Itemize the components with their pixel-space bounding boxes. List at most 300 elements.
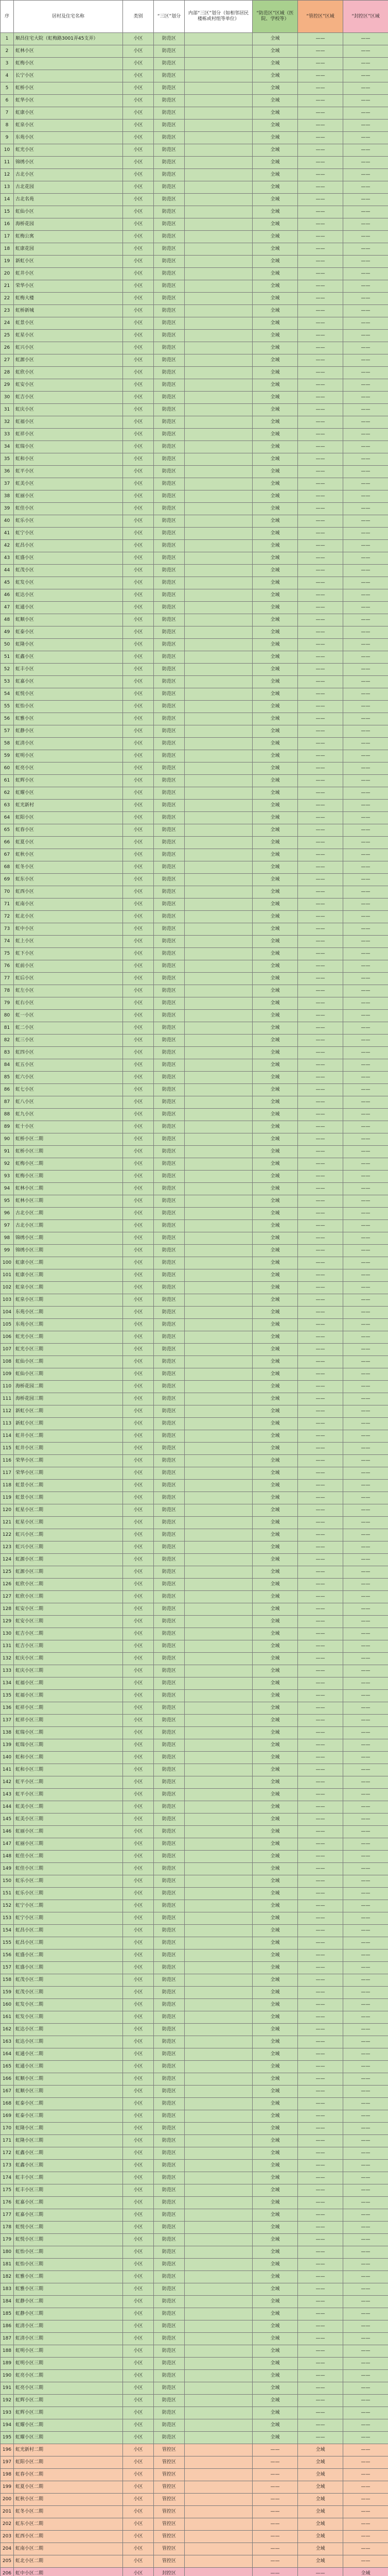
table-row xyxy=(1,1294,388,1307)
cell-name: 虹泰小区二期 xyxy=(14,2098,123,2110)
cell-category: 小区 xyxy=(123,911,154,923)
table-row xyxy=(1,849,388,861)
cell-three-zone: 防范区 xyxy=(154,1405,185,1418)
cell-control: —— xyxy=(298,676,343,688)
cell-control: 全域 xyxy=(298,2481,343,2494)
table-row xyxy=(1,2147,388,2160)
cell-lockdown: —— xyxy=(343,2123,388,2135)
cell-category: 小区 xyxy=(123,1368,154,1381)
cell-category: 小区 xyxy=(123,2061,154,2073)
cell-lockdown: —— xyxy=(343,1393,388,1405)
cell-category: 小区 xyxy=(123,1381,154,1393)
cell-control: 全域 xyxy=(298,2456,343,2469)
cell-name: 虹盛小区二期 xyxy=(14,1950,123,1962)
cell-name: 虹亮小区 xyxy=(14,762,123,775)
cell-three-zone: 防范区 xyxy=(154,2345,185,2358)
cell-category: 小区 xyxy=(123,1047,154,1059)
cell-seq: 145 xyxy=(1,1814,14,1826)
cell-control: —— xyxy=(298,1974,343,1987)
table-row xyxy=(1,1504,388,1517)
cell-prevention: 全域 xyxy=(253,194,298,206)
header-control-zone: “管控区”区域 xyxy=(298,1,343,33)
cell-name: 虹阳小区 xyxy=(14,812,123,824)
cell-outbreak-group xyxy=(185,2370,253,2382)
header-name: 居村及住宅名称 xyxy=(14,1,123,33)
cell-control: —— xyxy=(298,2283,343,2296)
cell-lockdown: —— xyxy=(343,2271,388,2283)
table-row xyxy=(1,2518,388,2531)
cell-seq: 203 xyxy=(1,2531,14,2543)
cell-category: 小区 xyxy=(123,1776,154,1789)
cell-control: —— xyxy=(298,1653,343,1665)
cell-seq: 42 xyxy=(1,540,14,552)
cell-three-zone: 防范区 xyxy=(154,1517,185,1529)
cell-category: 小区 xyxy=(123,367,154,379)
cell-name: 虹雅小区 xyxy=(14,713,123,725)
cell-control: —— xyxy=(298,82,343,95)
cell-three-zone: 防范区 xyxy=(154,404,185,416)
cell-seq: 50 xyxy=(1,639,14,651)
cell-outbreak-group xyxy=(185,1245,253,1257)
cell-prevention: 全域 xyxy=(253,1653,298,1665)
cell-prevention: 全域 xyxy=(253,849,298,861)
cell-prevention: 全域 xyxy=(253,1232,298,1245)
cell-three-zone: 防范区 xyxy=(154,243,185,256)
cell-name: 虹辉小区二期 xyxy=(14,2395,123,2407)
cell-prevention: 全域 xyxy=(253,787,298,800)
cell-control: —— xyxy=(298,1529,343,1541)
cell-outbreak-group xyxy=(185,800,253,812)
cell-control: —— xyxy=(298,1220,343,1232)
cell-category: 小区 xyxy=(123,2259,154,2271)
cell-lockdown: —— xyxy=(343,626,388,639)
cell-control: —— xyxy=(298,466,343,478)
table-row xyxy=(1,1653,388,1665)
cell-lockdown: —— xyxy=(343,1653,388,1665)
cell-seq: 155 xyxy=(1,1937,14,1950)
cell-category: 小区 xyxy=(123,552,154,565)
cell-three-zone: 防范区 xyxy=(154,95,185,107)
table-row xyxy=(1,2048,388,2061)
cell-outbreak-group xyxy=(185,367,253,379)
cell-category: 小区 xyxy=(123,1418,154,1430)
cell-control: —— xyxy=(298,2024,343,2036)
cell-control: —— xyxy=(298,1962,343,1974)
cell-three-zone: 管控区 xyxy=(154,2444,185,2456)
table-row xyxy=(1,1405,388,1418)
table-row xyxy=(1,750,388,762)
cell-outbreak-group xyxy=(185,2011,253,2024)
cell-name: 虹光新村二期 xyxy=(14,2444,123,2456)
cell-outbreak-group xyxy=(185,565,253,577)
cell-control: —— xyxy=(298,453,343,466)
cell-three-zone: 防范区 xyxy=(154,107,185,120)
cell-outbreak-group xyxy=(185,725,253,738)
cell-three-zone: 防范区 xyxy=(154,33,185,45)
cell-control: —— xyxy=(298,738,343,750)
cell-category: 小区 xyxy=(123,2543,154,2555)
cell-prevention: 全域 xyxy=(253,2197,298,2209)
cell-category: 小区 xyxy=(123,614,154,626)
cell-name: 虹怡小区 xyxy=(14,701,123,713)
cell-outbreak-group xyxy=(185,1195,253,1208)
table-row xyxy=(1,664,388,676)
cell-seq: 21 xyxy=(1,280,14,293)
cell-outbreak-group xyxy=(185,2568,253,2576)
cell-prevention: 全域 xyxy=(253,243,298,256)
header-outbreak-group: 内部“三区”划分（如相邻居民楼栋或村组等单位） xyxy=(185,1,253,33)
cell-name: 虹冬小区 xyxy=(14,861,123,874)
cell-lockdown: —— xyxy=(343,1628,388,1640)
cell-control: —— xyxy=(298,1109,343,1121)
cell-outbreak-group xyxy=(185,664,253,676)
cell-prevention: 全域 xyxy=(253,540,298,552)
cell-lockdown: —— xyxy=(343,1282,388,1294)
cell-lockdown: —— xyxy=(343,923,388,936)
cell-three-zone: 防范区 xyxy=(154,2011,185,2024)
cell-control: —— xyxy=(298,2345,343,2358)
cell-lockdown: —— xyxy=(343,911,388,923)
cell-lockdown: —— xyxy=(343,1146,388,1158)
table-row xyxy=(1,812,388,824)
cell-control: —— xyxy=(298,1950,343,1962)
cell-category: 小区 xyxy=(123,2135,154,2147)
cell-prevention: 全域 xyxy=(253,2407,298,2419)
cell-name: 虹瑞小区 xyxy=(14,441,123,453)
cell-control: —— xyxy=(298,317,343,330)
cell-prevention: 全域 xyxy=(253,1752,298,1764)
cell-category: 小区 xyxy=(123,2110,154,2123)
cell-control: —— xyxy=(298,194,343,206)
cell-prevention: 全域 xyxy=(253,1393,298,1405)
cell-seq: 133 xyxy=(1,1665,14,1677)
cell-three-zone: 防范区 xyxy=(154,528,185,540)
cell-seq: 86 xyxy=(1,1084,14,1096)
header-category: 类别 xyxy=(123,1,154,33)
cell-name: 虹顺小区二期 xyxy=(14,2073,123,2086)
cell-control: —— xyxy=(298,1022,343,1035)
cell-prevention: 全域 xyxy=(253,1826,298,1838)
cell-control: —— xyxy=(298,1121,343,1133)
cell-outbreak-group xyxy=(185,1047,253,1059)
cell-lockdown: —— xyxy=(343,1739,388,1752)
cell-seq: 151 xyxy=(1,1888,14,1900)
cell-name: 虹茂小区 xyxy=(14,565,123,577)
cell-control: —— xyxy=(298,1158,343,1171)
cell-seq: 115 xyxy=(1,1443,14,1455)
cell-name: 虹兴小区二期 xyxy=(14,1529,123,1541)
cell-outbreak-group xyxy=(185,1282,253,1294)
cell-outbreak-group xyxy=(185,824,253,837)
cell-control: —— xyxy=(298,293,343,305)
cell-lockdown: —— xyxy=(343,1467,388,1480)
cell-three-zone: 防范区 xyxy=(154,453,185,466)
cell-control: —— xyxy=(298,416,343,429)
cell-outbreak-group xyxy=(185,1814,253,1826)
cell-control: —— xyxy=(298,1715,343,1727)
cell-name: 虹盛小区三期 xyxy=(14,1962,123,1974)
cell-outbreak-group xyxy=(185,1109,253,1121)
cell-seq: 41 xyxy=(1,528,14,540)
cell-prevention: —— xyxy=(253,2555,298,2568)
cell-category: 小区 xyxy=(123,206,154,218)
cell-lockdown: —— xyxy=(343,429,388,441)
cell-prevention: 全域 xyxy=(253,1269,298,1282)
cell-three-zone: 防范区 xyxy=(154,2246,185,2259)
table-row xyxy=(1,1677,388,1690)
cell-lockdown: —— xyxy=(343,243,388,256)
cell-category: 小区 xyxy=(123,144,154,157)
cell-outbreak-group xyxy=(185,861,253,874)
cell-category: 小区 xyxy=(123,1950,154,1962)
cell-outbreak-group xyxy=(185,2555,253,2568)
table-row xyxy=(1,1418,388,1430)
cell-control: —— xyxy=(298,45,343,58)
table-row xyxy=(1,2209,388,2222)
cell-name: 东苑小区二期 xyxy=(14,1307,123,1319)
cell-prevention: 全域 xyxy=(253,1035,298,1047)
table-row xyxy=(1,243,388,256)
cell-prevention: 全域 xyxy=(253,1183,298,1195)
cell-three-zone: 防范区 xyxy=(154,2061,185,2073)
cell-three-zone: 防范区 xyxy=(154,2073,185,2086)
cell-prevention: 全域 xyxy=(253,1010,298,1022)
cell-name: 虹桥新城 xyxy=(14,305,123,317)
cell-category: 小区 xyxy=(123,1541,154,1554)
cell-seq: 202 xyxy=(1,2518,14,2531)
cell-three-zone: 防范区 xyxy=(154,985,185,997)
cell-name: 虹光小区三期 xyxy=(14,1344,123,1356)
cell-name: 虹怡小区三期 xyxy=(14,2259,123,2271)
cell-category: 小区 xyxy=(123,1987,154,1999)
cell-three-zone: 防范区 xyxy=(154,1492,185,1504)
cell-seq: 46 xyxy=(1,589,14,602)
cell-outbreak-group xyxy=(185,837,253,849)
cell-three-zone: 防范区 xyxy=(154,441,185,453)
cell-seq: 91 xyxy=(1,1146,14,1158)
cell-control: —— xyxy=(298,1096,343,1109)
cell-seq: 2 xyxy=(1,45,14,58)
cell-control: —— xyxy=(298,2197,343,2209)
cell-lockdown: —— xyxy=(343,676,388,688)
cell-outbreak-group xyxy=(185,2456,253,2469)
cell-lockdown: —— xyxy=(343,837,388,849)
cell-outbreak-group xyxy=(185,2271,253,2283)
cell-outbreak-group xyxy=(185,2543,253,2555)
table-row xyxy=(1,997,388,1010)
cell-lockdown: —— xyxy=(343,2494,388,2506)
cell-name: 古北小区三期 xyxy=(14,1220,123,1232)
cell-name: 虹桥小区二期 xyxy=(14,1133,123,1146)
cell-seq: 43 xyxy=(1,552,14,565)
cell-outbreak-group xyxy=(185,1504,253,1517)
cell-control: —— xyxy=(298,2222,343,2234)
cell-three-zone: 防范区 xyxy=(154,775,185,787)
cell-three-zone: 防范区 xyxy=(154,973,185,985)
cell-outbreak-group xyxy=(185,503,253,515)
cell-prevention: 全域 xyxy=(253,2184,298,2197)
cell-name: 锦绣小区三期 xyxy=(14,1245,123,1257)
cell-lockdown: —— xyxy=(343,824,388,837)
cell-name: 虹辉小区 xyxy=(14,775,123,787)
cell-control: —— xyxy=(298,1764,343,1776)
cell-category: 小区 xyxy=(123,589,154,602)
cell-prevention: 全域 xyxy=(253,824,298,837)
cell-outbreak-group xyxy=(185,2259,253,2271)
cell-category: 小区 xyxy=(123,849,154,861)
cell-three-zone: 防范区 xyxy=(154,750,185,762)
cell-name: 虹庆小区二期 xyxy=(14,1653,123,1665)
cell-prevention: 全域 xyxy=(253,1987,298,1999)
cell-control: —— xyxy=(298,1245,343,1257)
table-row xyxy=(1,181,388,194)
cell-control: —— xyxy=(298,144,343,157)
cell-category: 小区 xyxy=(123,157,154,169)
cell-control: —— xyxy=(298,157,343,169)
cell-name: 虹耀小区三期 xyxy=(14,2432,123,2444)
cell-name: 虹平小区 xyxy=(14,466,123,478)
table-row xyxy=(1,948,388,960)
cell-seq: 55 xyxy=(1,701,14,713)
cell-control: —— xyxy=(298,33,343,45)
table-row xyxy=(1,1776,388,1789)
cell-prevention: 全域 xyxy=(253,1554,298,1566)
cell-prevention: 全域 xyxy=(253,960,298,973)
cell-lockdown: —— xyxy=(343,1319,388,1331)
cell-three-zone: 防范区 xyxy=(154,2283,185,2296)
cell-control: —— xyxy=(298,528,343,540)
header-prevention-zone: “防范区”区域（医院、学校等） xyxy=(253,1,298,33)
cell-lockdown: —— xyxy=(343,2296,388,2308)
cell-outbreak-group xyxy=(185,2444,253,2456)
cell-name: 虹鑫小区三期 xyxy=(14,2160,123,2172)
cell-seq: 94 xyxy=(1,1183,14,1195)
cell-category: 小区 xyxy=(123,1035,154,1047)
cell-outbreak-group xyxy=(185,2184,253,2197)
cell-lockdown: —— xyxy=(343,1171,388,1183)
cell-lockdown: —— xyxy=(343,231,388,243)
table-row xyxy=(1,1702,388,1715)
cell-outbreak-group xyxy=(185,82,253,95)
cell-seq: 147 xyxy=(1,1838,14,1851)
cell-prevention: 全域 xyxy=(253,2419,298,2432)
cell-lockdown: —— xyxy=(343,1443,388,1455)
cell-control: —— xyxy=(298,181,343,194)
cell-control: —— xyxy=(298,2296,343,2308)
table-row xyxy=(1,1368,388,1381)
cell-lockdown: —— xyxy=(343,2320,388,2333)
cell-name: 虹景小区 xyxy=(14,317,123,330)
cell-lockdown: —— xyxy=(343,1801,388,1814)
cell-outbreak-group xyxy=(185,1022,253,1035)
cell-name: 虹明小区二期 xyxy=(14,2345,123,2358)
cell-prevention: 全域 xyxy=(253,1739,298,1752)
cell-three-zone: 防范区 xyxy=(154,2110,185,2123)
cell-outbreak-group xyxy=(185,1715,253,1727)
cell-outbreak-group xyxy=(185,2246,253,2259)
cell-three-zone: 防范区 xyxy=(154,2036,185,2048)
table-row xyxy=(1,1467,388,1480)
cell-category: 小区 xyxy=(123,2568,154,2576)
cell-prevention: 全域 xyxy=(253,1208,298,1220)
cell-name: 虹桥小区三期 xyxy=(14,1146,123,1158)
cell-control: —— xyxy=(298,2407,343,2419)
cell-control: —— xyxy=(298,1133,343,1146)
cell-prevention: 全域 xyxy=(253,429,298,441)
cell-lockdown: —— xyxy=(343,367,388,379)
cell-seq: 117 xyxy=(1,1467,14,1480)
cell-outbreak-group xyxy=(185,1702,253,1715)
table-row xyxy=(1,713,388,725)
cell-three-zone: 防范区 xyxy=(154,1739,185,1752)
cell-name: 虹景小区二期 xyxy=(14,1480,123,1492)
cell-category: 小区 xyxy=(123,2073,154,2086)
cell-category: 小区 xyxy=(123,664,154,676)
cell-outbreak-group xyxy=(185,1665,253,1677)
header-three-zone-type: “三区”划分 xyxy=(154,1,185,33)
cell-category: 小区 xyxy=(123,1517,154,1529)
cell-seq: 206 xyxy=(1,2568,14,2576)
cell-control: —— xyxy=(298,305,343,317)
cell-control: —— xyxy=(298,577,343,589)
table-row xyxy=(1,602,388,614)
table-body xyxy=(1,33,388,2576)
cell-lockdown: —— xyxy=(343,577,388,589)
cell-prevention: 全域 xyxy=(253,911,298,923)
cell-control: —— xyxy=(298,1010,343,1022)
table-row xyxy=(1,1912,388,1925)
table-row xyxy=(1,2098,388,2110)
cell-prevention: 全域 xyxy=(253,602,298,614)
cell-name: 虹美小区三期 xyxy=(14,1814,123,1826)
cell-three-zone: 防范区 xyxy=(154,713,185,725)
cell-prevention: 全域 xyxy=(253,1764,298,1776)
cell-category: 小区 xyxy=(123,2172,154,2184)
cell-lockdown: —— xyxy=(343,565,388,577)
cell-three-zone: 防范区 xyxy=(154,1863,185,1875)
table-row xyxy=(1,874,388,886)
cell-lockdown: —— xyxy=(343,70,388,82)
cell-outbreak-group xyxy=(185,132,253,144)
cell-three-zone: 管控区 xyxy=(154,2456,185,2469)
cell-prevention: 全域 xyxy=(253,2283,298,2296)
cell-lockdown: —— xyxy=(343,2110,388,2123)
cell-three-zone: 防范区 xyxy=(154,2184,185,2197)
cell-three-zone: 防范区 xyxy=(154,1319,185,1331)
cell-control: —— xyxy=(298,231,343,243)
cell-three-zone: 防范区 xyxy=(154,342,185,354)
cell-control: 全域 xyxy=(298,2531,343,2543)
cell-outbreak-group xyxy=(185,2024,253,2036)
cell-outbreak-group xyxy=(185,1863,253,1875)
cell-three-zone: 防范区 xyxy=(154,379,185,392)
cell-seq: 153 xyxy=(1,1912,14,1925)
cell-category: 小区 xyxy=(123,1220,154,1232)
cell-prevention: 全域 xyxy=(253,181,298,194)
cell-lockdown: —— xyxy=(343,2395,388,2407)
cell-prevention: 全域 xyxy=(253,503,298,515)
cell-prevention: 全域 xyxy=(253,1974,298,1987)
cell-outbreak-group xyxy=(185,1912,253,1925)
cell-seq: 120 xyxy=(1,1504,14,1517)
cell-outbreak-group xyxy=(185,688,253,701)
cell-lockdown: —— xyxy=(343,2024,388,2036)
cell-seq: 65 xyxy=(1,824,14,837)
cell-category: 小区 xyxy=(123,2506,154,2518)
cell-seq: 122 xyxy=(1,1529,14,1541)
cell-three-zone: 防范区 xyxy=(154,923,185,936)
cell-prevention: 全域 xyxy=(253,1616,298,1628)
